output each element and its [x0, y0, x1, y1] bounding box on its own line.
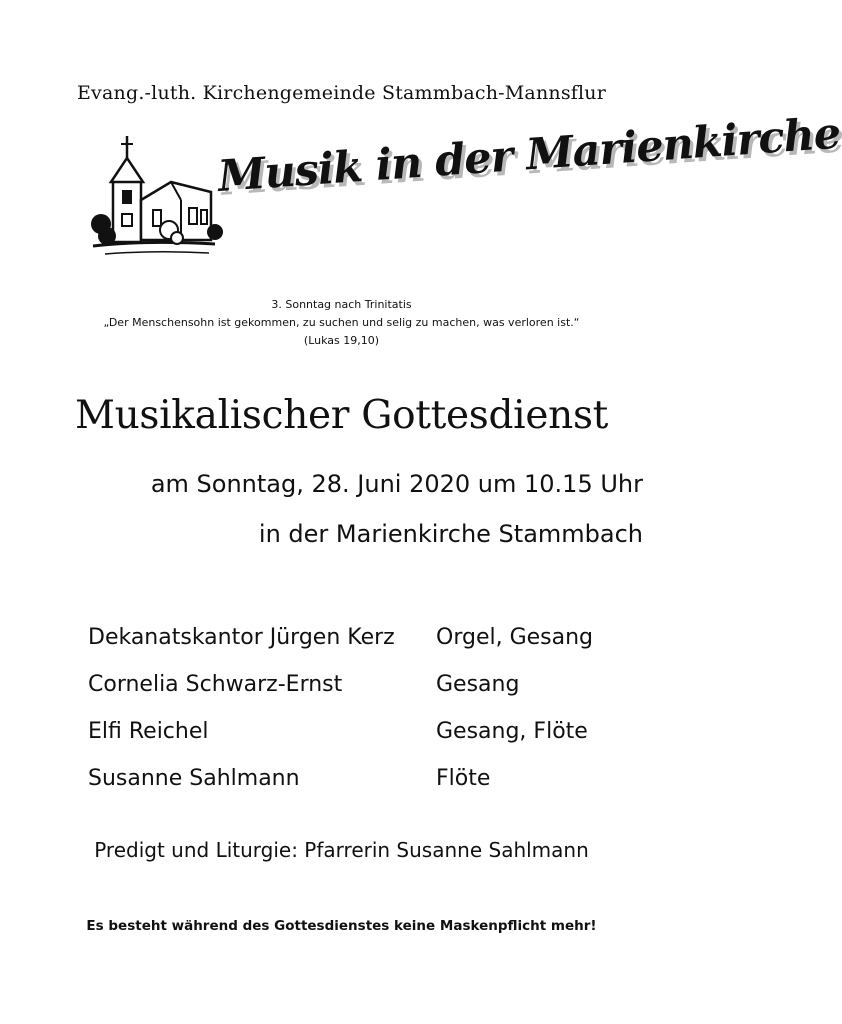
performers-list — [88, 618, 648, 806]
performer-name: Dekanatskantor Jürgen Kerz — [88, 625, 395, 650]
performer-name: Cornelia Schwarz-Ernst — [88, 672, 343, 697]
performer-row — [88, 759, 648, 806]
banner-title: Musik in der Marienkirche — [216, 108, 842, 202]
church-icon — [85, 128, 225, 268]
performer-role: Flöte — [436, 766, 491, 791]
performer-name: Elfi Reichel — [88, 719, 209, 744]
scripture-block — [0, 296, 683, 350]
performer-role: Gesang, Flöte — [436, 719, 588, 744]
performer-row — [88, 665, 648, 712]
mask-notice: Es besteht während des Gottesdienstes keine Maskenpflicht mehr! — [86, 918, 597, 934]
performer-role: Orgel, Gesang — [436, 625, 594, 650]
performer-name: Susanne Sahlmann — [88, 766, 300, 791]
parish-name: Evang.-luth. Kirchengemeinde Stammbach-Mannsflur — [76, 82, 607, 104]
scripture-occasion: 3. Sonntag nach Trinitatis — [271, 298, 412, 311]
performer-row — [88, 618, 648, 665]
performer-row — [88, 712, 648, 759]
scripture-quote: „Der Menschensohn ist gekommen, zu suchen und selig zu machen, was verloren ist.“ — [103, 316, 580, 329]
event-place: in der Marienkirche Stammbach — [258, 520, 643, 548]
event-date: am Sonntag, 28. Juni 2020 um 10.15 Uhr — [150, 470, 643, 498]
event-title: Musikalischer Gottesdienst — [74, 393, 609, 438]
performer-role: Gesang — [436, 672, 520, 697]
scripture-reference: (Lukas 19,10) — [303, 334, 380, 347]
sermon-info: Predigt und Liturgie: Pfarrerin Susanne Sahlmann — [94, 838, 589, 862]
